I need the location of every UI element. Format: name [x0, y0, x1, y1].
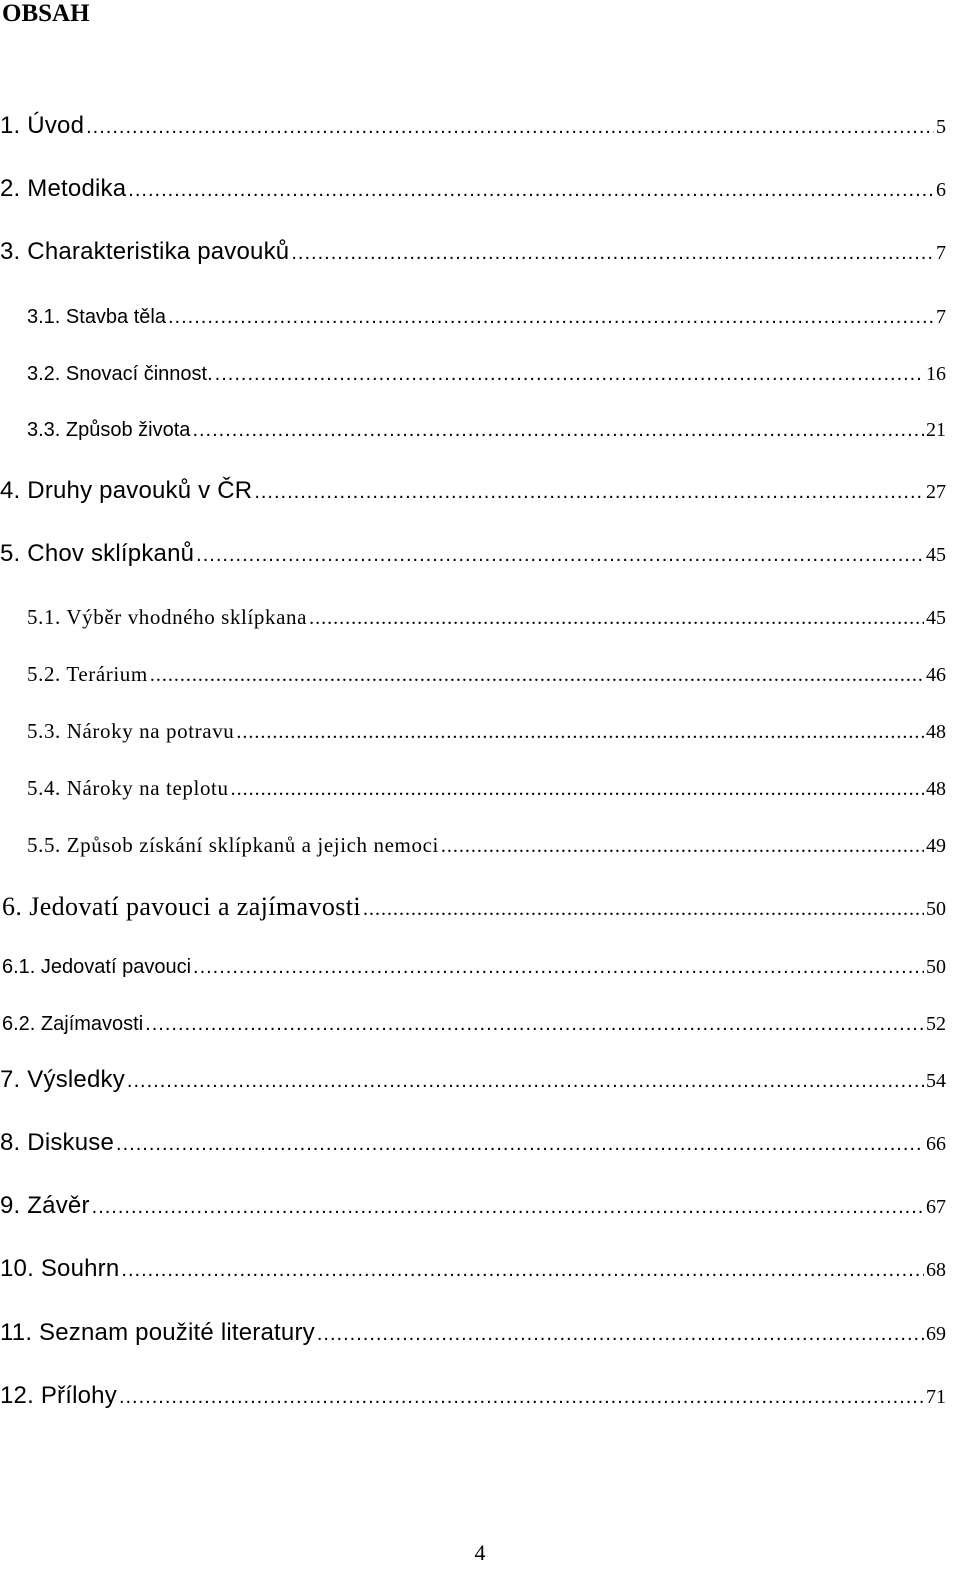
toc-entry-page: 27: [926, 481, 946, 503]
toc-entry-title: 4. Druhy pavouků v ČR: [0, 477, 253, 504]
toc-entry-title: 11. Seznam použité literatury: [0, 1319, 315, 1346]
toc-entry-charakteristika[interactable]: [0, 238, 960, 266]
toc-entry-title: 1. Úvod: [0, 112, 85, 139]
toc-entry-title: 9. Závěr: [0, 1192, 90, 1219]
toc-entry-title: 5.5. Způsob získání sklípkanů a jejich nemoci: [27, 833, 439, 857]
dot-leader: [291, 242, 934, 265]
dot-leader: [196, 544, 924, 567]
toc-entry-page: 71: [926, 1386, 946, 1408]
dot-leader: [128, 179, 934, 202]
dot-leader: [317, 1323, 924, 1346]
toc-entry-zpusob-ziskani[interactable]: [0, 833, 960, 858]
toc-entry-jedovati-zajimavosti[interactable]: [0, 892, 960, 922]
toc-entry-terarium[interactable]: [0, 662, 960, 687]
toc-entry-title: 5.1. Výběr vhodného sklípkana: [27, 605, 308, 629]
toc-entry-page: 46: [926, 664, 946, 686]
dot-leader: [127, 1070, 924, 1093]
toc-entry-diskuse[interactable]: [0, 1129, 960, 1157]
toc-entry-title: 7. Výsledky: [0, 1066, 125, 1093]
toc-heading: OBSAH: [2, 0, 90, 27]
toc-entry-page: 69: [926, 1323, 946, 1345]
toc-entry-title: 8. Diskuse: [0, 1129, 115, 1156]
toc-entry-vysledky[interactable]: [0, 1066, 960, 1094]
toc-entry-page: 50: [926, 898, 946, 920]
toc-entry-page: 16: [926, 363, 946, 385]
toc-entry-prilohy[interactable]: [0, 1382, 960, 1410]
dot-leader: [309, 607, 924, 630]
toc-entry-vyber-sklipkana[interactable]: [0, 605, 960, 630]
dot-leader: [150, 664, 924, 687]
toc-entry-zpusob-zivota[interactable]: [0, 419, 960, 442]
toc-entry-title: 5.3. Nároky na potravu: [27, 719, 235, 743]
toc-entry-page: 50: [926, 956, 946, 978]
toc-entry-page: 54: [926, 1070, 946, 1092]
dot-leader: [363, 898, 924, 921]
dot-leader: [215, 363, 924, 386]
dot-leader: [192, 419, 924, 442]
toc-entry-metodika[interactable]: [0, 175, 960, 203]
toc-entry-page: 5: [936, 116, 946, 138]
toc-entry-title: 3. Charakteristika pavouků: [0, 238, 290, 265]
dot-leader: [92, 1196, 924, 1219]
toc-entry-page: 48: [926, 778, 946, 800]
toc-entry-title: 6.1. Jedovatí pavouci: [2, 956, 192, 978]
toc-entry-page: 48: [926, 721, 946, 743]
toc-entry-uvod[interactable]: [0, 112, 960, 140]
toc-entry-chov-sklipkanu[interactable]: [0, 540, 960, 568]
toc-entry-page: 49: [926, 835, 946, 857]
toc-entry-naroky-teplota[interactable]: [0, 776, 960, 801]
dot-leader: [116, 1133, 924, 1156]
toc-entry-page: 45: [926, 607, 946, 629]
toc-entry-souhrn[interactable]: [0, 1255, 960, 1283]
toc-entry-page: 6: [936, 179, 946, 201]
toc-entry-naroky-potrava[interactable]: [0, 719, 960, 744]
dot-leader: [193, 956, 924, 979]
toc-entry-title: 5. Chov sklípkanů: [0, 540, 195, 567]
toc-entry-druhy-pavouku[interactable]: [0, 477, 960, 505]
dot-leader: [168, 306, 934, 329]
toc-entry-zaver[interactable]: [0, 1192, 960, 1220]
toc-entry-title: 10. Souhrn: [0, 1255, 120, 1282]
dot-leader: [119, 1386, 924, 1409]
toc-entry-title: 3.3. Způsob života: [27, 419, 191, 441]
toc-entry-page: 7: [936, 306, 946, 328]
toc-entry-page: 7: [936, 242, 946, 264]
toc-entry-literatura[interactable]: [0, 1319, 960, 1347]
toc-entry-page: 45: [926, 544, 946, 566]
toc-entry-title: 6. Jedovatí pavouci a zajímavosti: [2, 892, 362, 921]
toc-entry-page: 68: [926, 1259, 946, 1281]
dot-leader: [441, 835, 924, 858]
page-number: 4: [474, 1540, 486, 1565]
toc-entry-title: 5.4. Nároky na teplotu: [27, 776, 229, 800]
toc-entry-page: 52: [926, 1013, 946, 1035]
dot-leader: [231, 778, 924, 801]
dot-leader: [145, 1013, 924, 1036]
dot-leader: [254, 481, 924, 504]
toc-entry-snovaci-cinnost[interactable]: [0, 363, 960, 386]
toc-entry-title: 3.2. Snovací činnost.: [27, 363, 213, 385]
toc-entry-jedovati-pavouci[interactable]: [0, 956, 960, 979]
toc-entry-title: 6.2. Zajímavosti: [2, 1013, 144, 1035]
toc-entry-title: 2. Metodika: [0, 175, 127, 202]
dot-leader: [236, 721, 924, 744]
toc-entry-page: 67: [926, 1196, 946, 1218]
dot-leader: [121, 1259, 924, 1282]
toc-entry-page: 66: [926, 1133, 946, 1155]
toc-entry-zajimavosti[interactable]: [0, 1013, 960, 1036]
toc-entry-title: 5.2. Terárium: [27, 662, 148, 686]
toc-entry-page: 21: [926, 419, 946, 441]
dot-leader: [86, 116, 934, 139]
toc-entry-title: 12. Přílohy: [0, 1382, 117, 1409]
toc-entry-title: 3.1. Stavba těla: [27, 306, 166, 328]
toc-entry-stavba-tela[interactable]: [0, 306, 960, 329]
